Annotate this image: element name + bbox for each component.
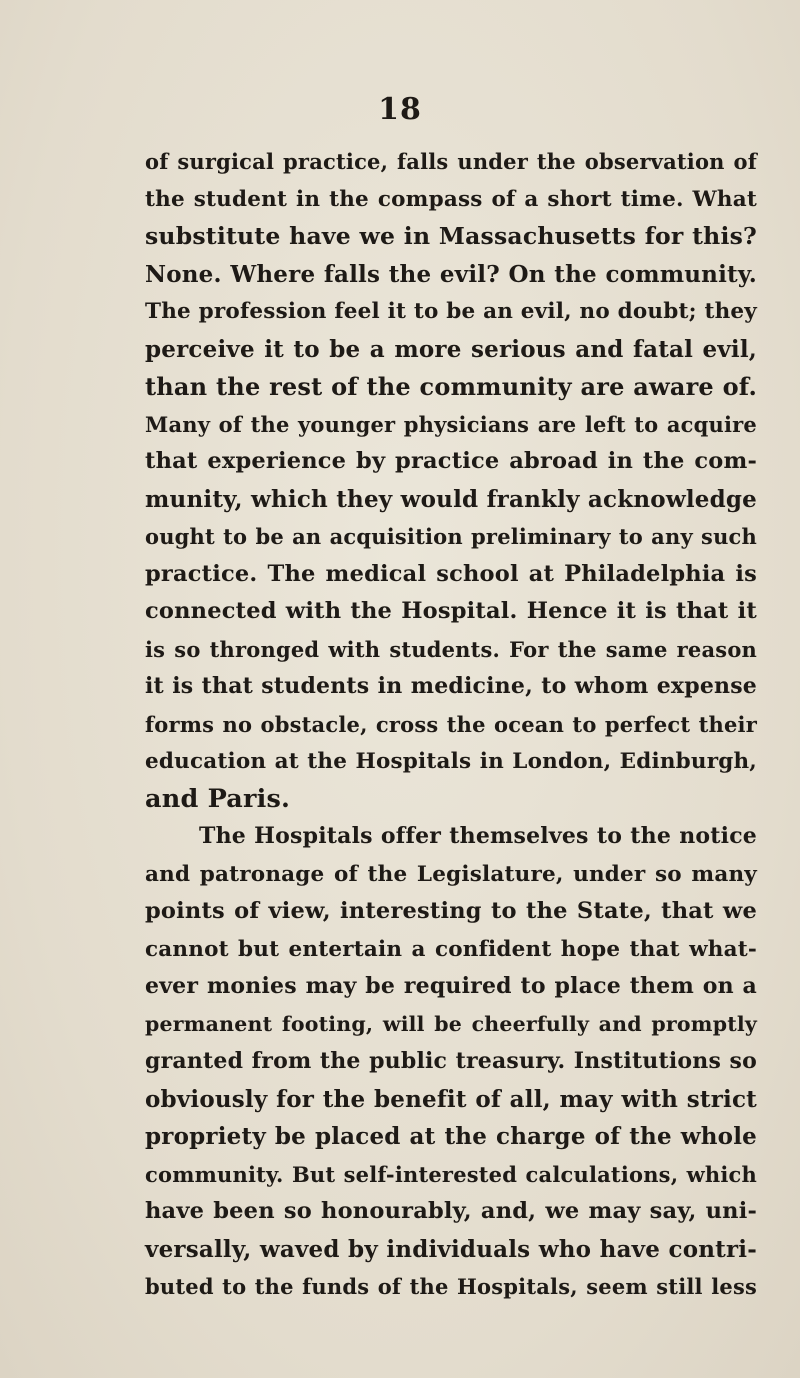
text-line: ought to be an acquisition preliminary to any such: [145, 524, 757, 549]
text-line: practice. The medical school at Philadelphia is: [145, 560, 757, 587]
text-line: perceive it to be a more serious and fatal evil,: [145, 335, 757, 363]
text-line: it is that students in medicine, to whom expense: [145, 673, 757, 699]
text-line: and patronage of the Legislature, under so many: [145, 861, 757, 887]
text-line: the student in the compass of a short time. What: [145, 186, 757, 212]
text-line: munity, which they would frankly acknowledge: [145, 485, 757, 513]
text-line: granted from the public treasury. Institutions so: [145, 1048, 757, 1074]
text-line: None. Where falls the evil? On the community.: [145, 260, 757, 288]
text-line: points of view, interesting to the State, that we: [145, 898, 757, 924]
text-line: education at the Hospitals in London, Edinburgh,: [145, 749, 757, 774]
text-line: cannot but entertain a confident hope that what-: [145, 936, 757, 962]
text-line: community. But self-interested calculations, which: [145, 1161, 757, 1187]
text-line: have been so honourably, and, we may say, uni-: [145, 1198, 757, 1224]
text-line: forms no obstacle, cross the ocean to perfect their: [145, 711, 757, 737]
text-line: permanent footing, will be cheerfully and promptly: [145, 1011, 757, 1036]
paragraph-2: [145, 818, 757, 1306]
text-line: and Paris.: [145, 783, 291, 814]
text-line: than the rest of the community are aware of.: [145, 372, 757, 401]
text-line: is so thronged with students. For the same reason: [145, 636, 757, 662]
text-line: obviously for the benefit of all, may with strict: [145, 1085, 757, 1113]
text-line: ever monies may be required to place them on a: [145, 973, 757, 999]
body-text: [145, 143, 757, 1306]
text-line: of surgical practice, falls under the observation of: [145, 149, 757, 174]
text-line: versally, waved by individuals who have contri-: [145, 1235, 757, 1263]
text-line: propriety be placed at the charge of the whole: [145, 1123, 757, 1150]
text-line: Many of the younger physicians are left to acquire: [145, 411, 757, 437]
text-line: The Hospitals offer themselves to the notice: [199, 823, 757, 849]
text-line: that experience by practice abroad in the com-: [145, 448, 757, 474]
text-line: connected with the Hospital. Hence it is that it: [145, 598, 757, 624]
text-line: substitute have we in Massachusetts for this?: [145, 222, 757, 250]
paragraph-1: [145, 143, 757, 818]
page-number: 18: [378, 92, 422, 127]
text-line: buted to the funds of the Hospitals, seem still less: [145, 1274, 757, 1299]
text-line: The profession feel it to be an evil, no doubt; they: [145, 299, 757, 324]
